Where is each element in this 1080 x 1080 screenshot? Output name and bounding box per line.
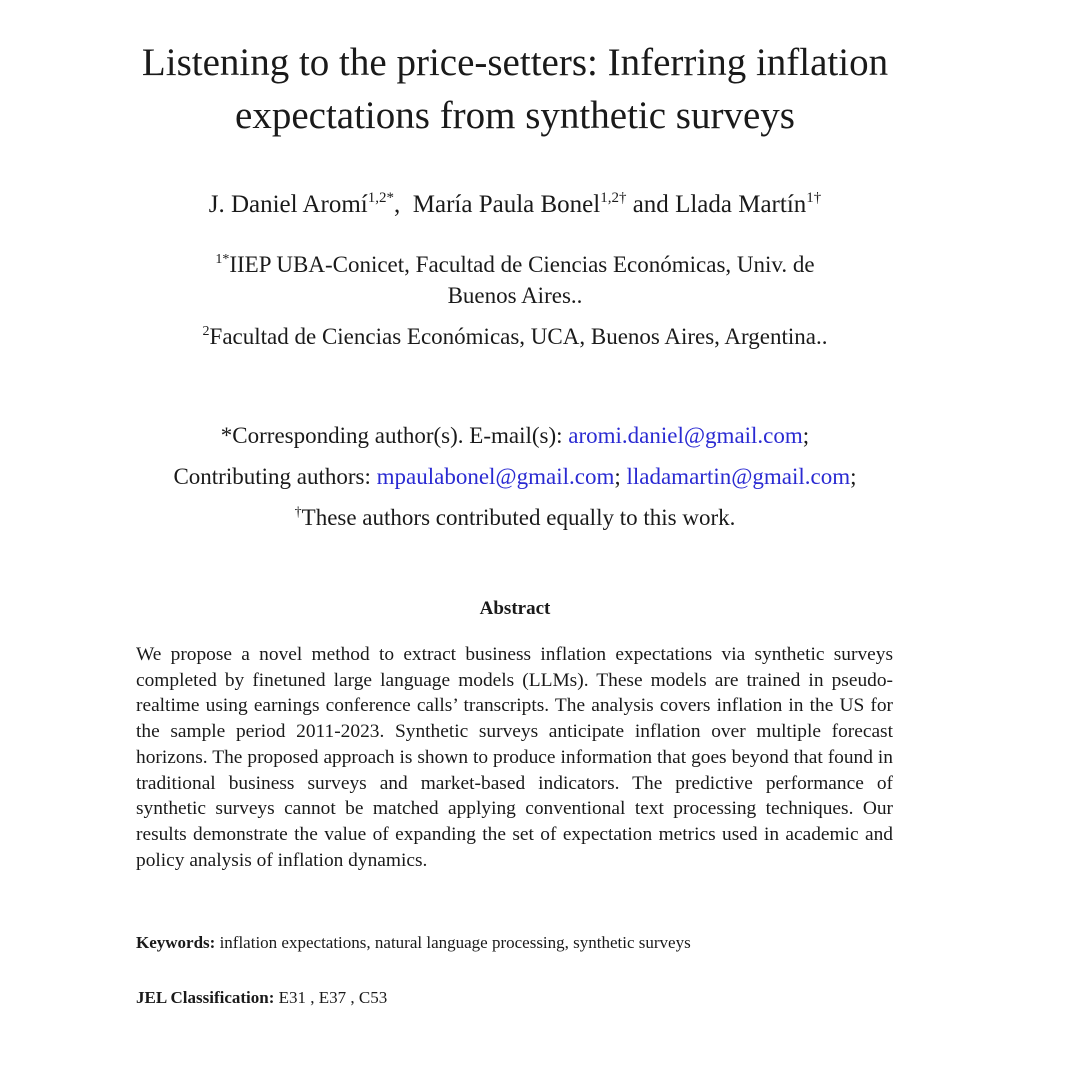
author-name: Llada Martín	[675, 191, 807, 218]
contributing-email-terminator: ;	[850, 464, 857, 489]
affiliation-text: Facultad de Ciencias Económicas, UCA, Buenos Aires, Argentina..	[209, 324, 828, 349]
equal-contribution-text: These authors contributed equally to this work.	[301, 505, 736, 530]
author-affiliation-marker: 1,2†	[600, 190, 627, 206]
jel-codes: E31 , E37 , C53	[274, 988, 388, 1007]
affiliation-marker: 2	[202, 324, 210, 339]
author-affiliation-marker: 1,2*	[367, 190, 394, 206]
corresponding-author-line	[60, 415, 970, 456]
contributing-email-link-2[interactable]: lladamartin@gmail.com	[626, 464, 851, 489]
affiliation-1	[120, 249, 910, 311]
keywords-text: inflation expectations, natural language processing, synthetic surveys	[215, 933, 691, 952]
author-name: María Paula Bonel	[412, 191, 601, 218]
abstract-heading: Abstract	[479, 598, 551, 619]
corresponding-author-label: *Corresponding author(s). E-mail(s):	[220, 423, 569, 448]
author-name: J. Daniel Aromí	[208, 191, 368, 218]
contributing-authors-label: Contributing authors:	[173, 464, 377, 489]
affiliation-text: IIEP UBA-Conicet, Facultad de Ciencias Económicas, Univ. de	[229, 252, 815, 277]
author-affiliation-marker: 1†	[806, 190, 822, 206]
dagger-marker: †	[294, 505, 302, 520]
keywords-label: Keywords:	[136, 933, 216, 952]
jel-classification-line	[136, 986, 916, 1010]
paper-title-line-1: Listening to the price-setters: Inferring inflation	[141, 41, 889, 84]
corresponding-email-link[interactable]: aromi.daniel@gmail.com	[568, 423, 803, 448]
equal-contribution-note	[60, 497, 970, 538]
corresponding-email-terminator: ;	[802, 423, 810, 448]
abstract-body: We propose a novel method to extract business inflation expectations via synthetic surveys completed by finetuned large language models (LLMs). These models are trained in pseudo-realtime using earnings conference calls’ transcripts. The analysis covers inflation in the US for the sample period 2011-2023. Synthetic surveys anticipate inflation over multiple forecast horizons. The proposed approach is shown to produce information that goes beyond that found in traditional business surveys and market-based indicators. The predictive performance of synthetic surveys cannot be matched applying conventional text processing techniques. Our results demonstrate the value of expanding the set of expectation metrics used in academic and policy analysis of inflation dynamics.	[136, 644, 893, 871]
author-list	[80, 186, 950, 224]
jel-label: JEL Classification:	[136, 988, 275, 1007]
affiliation-2	[80, 321, 950, 352]
contributing-authors-line	[60, 456, 970, 497]
affiliation-marker: 1*	[215, 252, 230, 267]
author-separator: ,	[394, 191, 407, 218]
email-separator: ;	[614, 464, 627, 489]
paper-title-line-2: expectations from synthetic surveys	[235, 94, 795, 137]
author-separator: and	[626, 191, 676, 218]
contributing-email-link-1[interactable]: mpaulabonel@gmail.com	[376, 464, 615, 489]
keywords-line	[136, 931, 916, 955]
affiliation-text-continued: Buenos Aires..	[447, 283, 583, 308]
paper-title	[100, 36, 930, 142]
